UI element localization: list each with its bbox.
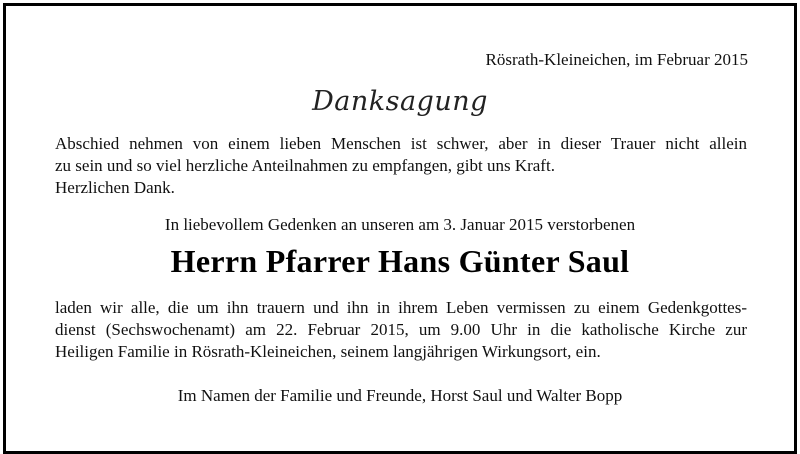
invitation-line: Heiligen Familie in Rösrath-Kleineichen, seinem langjährigen Wirkungsort, ein. [55,342,601,361]
signature-line: Im Namen der Familie und Freunde, Horst Saul und Walter Bopp [177,386,623,405]
memorial-line: In liebevollem Gedenken an unseren am 3. Januar 2015 verstorbenen [164,215,636,234]
notice-heading: Danksagung [312,86,488,117]
invitation-paragraph [55,297,747,363]
place-and-date: Rösrath-Kleineichen, im Februar 2015 [485,50,748,69]
thanks-line: zu sein und so viel herzliche Anteilnahmen zu empfangen, gibt uns Kraft. [55,156,555,175]
thanks-line: Abschied nehmen von einem lieben Menschen ist schwer, aber in dieser Trauer nicht allein [55,134,747,153]
invitation-line: dienst (Sechswochenamt) am 22. Februar 2015, um 9.00 Uhr in die katholische Kirche zur [55,320,747,339]
invitation-line: laden wir alle, die um ihn trauern und ihn in ihrem Leben vermissen zu einem Gedenkgottes- [55,298,747,317]
thanks-paragraph [55,133,747,199]
deceased-name: Herrn Pfarrer Hans Günter Saul [170,243,630,279]
thanks-line: Herzlichen Dank. [55,178,175,197]
